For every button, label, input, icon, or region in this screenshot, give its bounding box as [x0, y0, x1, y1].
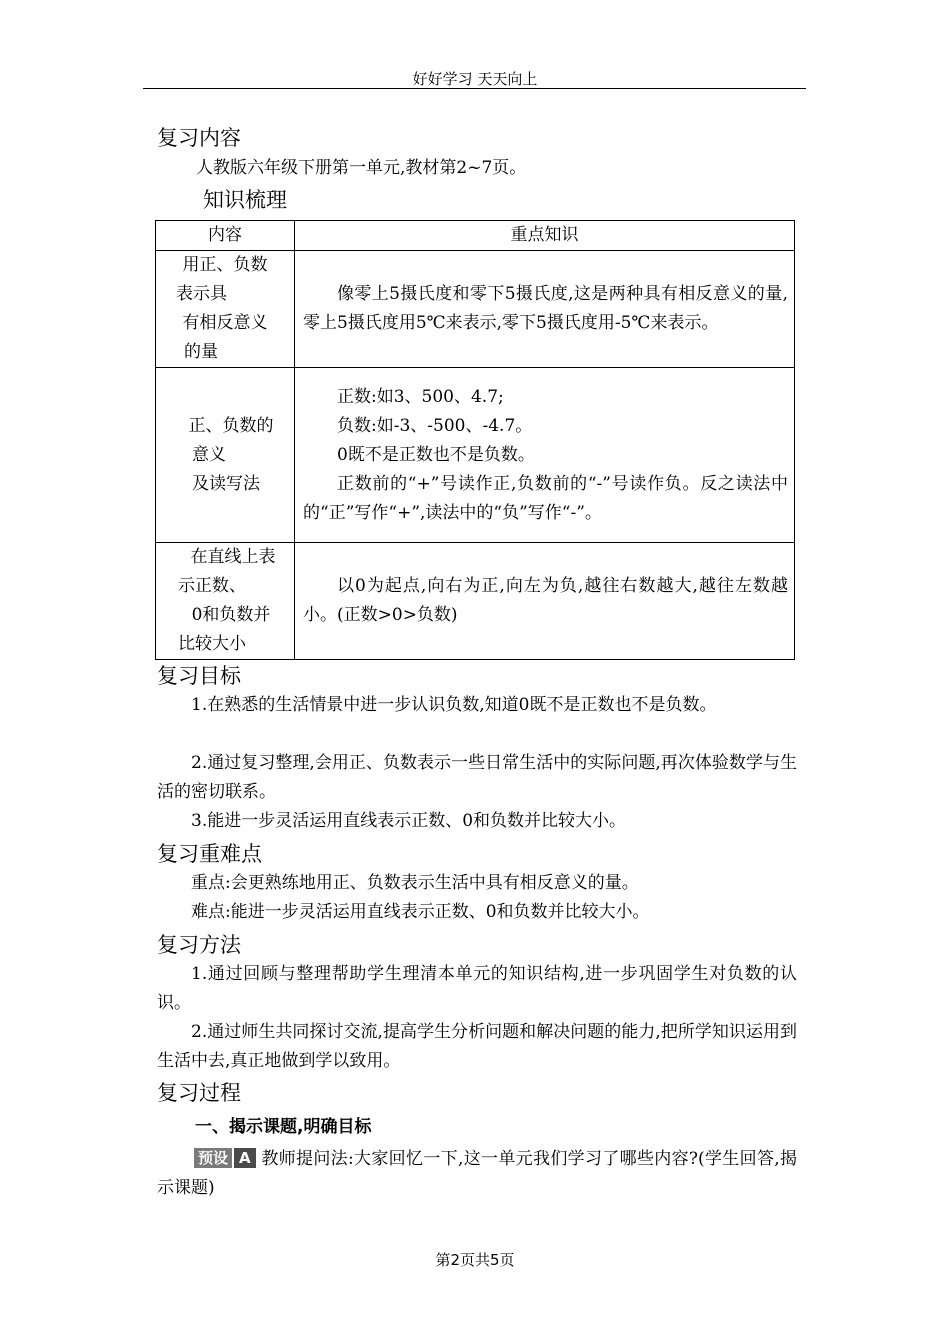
process-step-paragraph [157, 1145, 797, 1203]
row3-knowledge-text: 以0为起点,向右为正,向左为负,越往右数越大,越往左数越小。(正数>0>负数) [303, 576, 788, 625]
preset-badge-letter: A [234, 1148, 256, 1168]
row3-topic-line: 0和负数并 [191, 605, 271, 625]
key-point-item: 难点:能进一步灵活运用直线表示正数、0和负数并比较大小。 [191, 902, 650, 922]
row1-knowledge-text: 像零上5摄氏度和零下5摄氏度,这是两种具有相反意义的量,零上5摄氏度用5℃来表示,零下5摄氏度用-5℃来表示。 [303, 284, 788, 333]
page-footer: 第2页共5页 [435, 1251, 515, 1269]
process-step-text: 教师提问法:大家回忆一下,这一单元我们学习了哪些内容?(学生回答,揭示课题) [157, 1149, 798, 1198]
section-title-knowledge: 知识梳理 [203, 188, 287, 212]
section-title-goals: 复习目标 [157, 664, 241, 688]
row2-knowledge-text: 0既不是正数也不是负数。 [337, 444, 535, 465]
row2-topic [156, 368, 295, 543]
goal-item: 1.在熟悉的生活情景中进一步认识负数,知道0既不是正数也不是负数。 [191, 695, 717, 715]
preset-badge-label: 预设 [194, 1148, 232, 1168]
section-title-content: 复习内容 [157, 126, 241, 150]
row2-topic-line: 意义 [192, 444, 226, 465]
row1-topic-line: 的量 [184, 342, 218, 362]
goal-item: 2.通过复习整理,会用正、负数表示一些日常生活中的实际问题,再次体验数学与生活的密切联系。 [157, 753, 797, 802]
row2-knowledge-text: 正数:如3、500、4.7; [337, 386, 504, 407]
row3-knowledge [295, 543, 795, 660]
table-row [156, 251, 795, 368]
section-title-process: 复习过程 [157, 1081, 241, 1105]
row3-topic-line: 示正数、 [178, 576, 246, 596]
row1-topic-line: 有相反意义 [182, 313, 268, 333]
table-header-knowledge: 重点知识 [295, 221, 795, 251]
row2-topic-line: 正、负数的 [188, 415, 274, 436]
row1-knowledge [295, 251, 795, 368]
table-row [156, 543, 795, 660]
content-text: 人教版六年级下册第一单元,教材第2~7页。 [196, 158, 527, 178]
row2-topic-line: 及读写法 [192, 473, 260, 494]
row2-knowledge-text: 正数前的“+”号读作正,负数前的“-”号读作负。反之读法中的“正”写作“+”,读法中的“负”写作“-”。 [303, 473, 788, 523]
row2-knowledge [295, 368, 795, 543]
row3-topic-line: 比较大小 [178, 634, 246, 654]
process-step-title: 一、揭示课题,明确目标 [195, 1117, 372, 1137]
row2-knowledge-text: 负数:如-3、-500、-4.7。 [337, 415, 533, 436]
section-title-key-points: 复习重难点 [157, 842, 262, 866]
row1-topic [156, 251, 295, 368]
goal-item: 3.能进一步灵活运用直线表示正数、0和负数并比较大小。 [191, 811, 627, 831]
header-divider [143, 88, 806, 89]
method-item: 1.通过回顾与整理帮助学生理清本单元的知识结构,进一步巩固学生对负数的认识。 [157, 964, 797, 1013]
method-item: 2.通过师生共同探讨交流,提高学生分析问题和解决问题的能力,把所学知识运用到生活中去,真正地做到学以致用。 [157, 1022, 797, 1071]
row1-topic-line: 表示具 [176, 284, 227, 304]
preset-badge [194, 1148, 256, 1168]
page-header: 好好学习 天天向上 [412, 70, 538, 88]
table-row [156, 368, 795, 543]
row3-topic-line: 在直线上表 [190, 547, 276, 567]
key-point-item: 重点:会更熟练地用正、负数表示生活中具有相反意义的量。 [191, 873, 639, 893]
row3-topic [156, 543, 295, 660]
row1-topic-line: 用正、负数 [182, 255, 268, 275]
knowledge-table [155, 220, 795, 660]
table-header-topic: 内容 [156, 221, 295, 251]
section-title-methods: 复习方法 [157, 933, 241, 957]
